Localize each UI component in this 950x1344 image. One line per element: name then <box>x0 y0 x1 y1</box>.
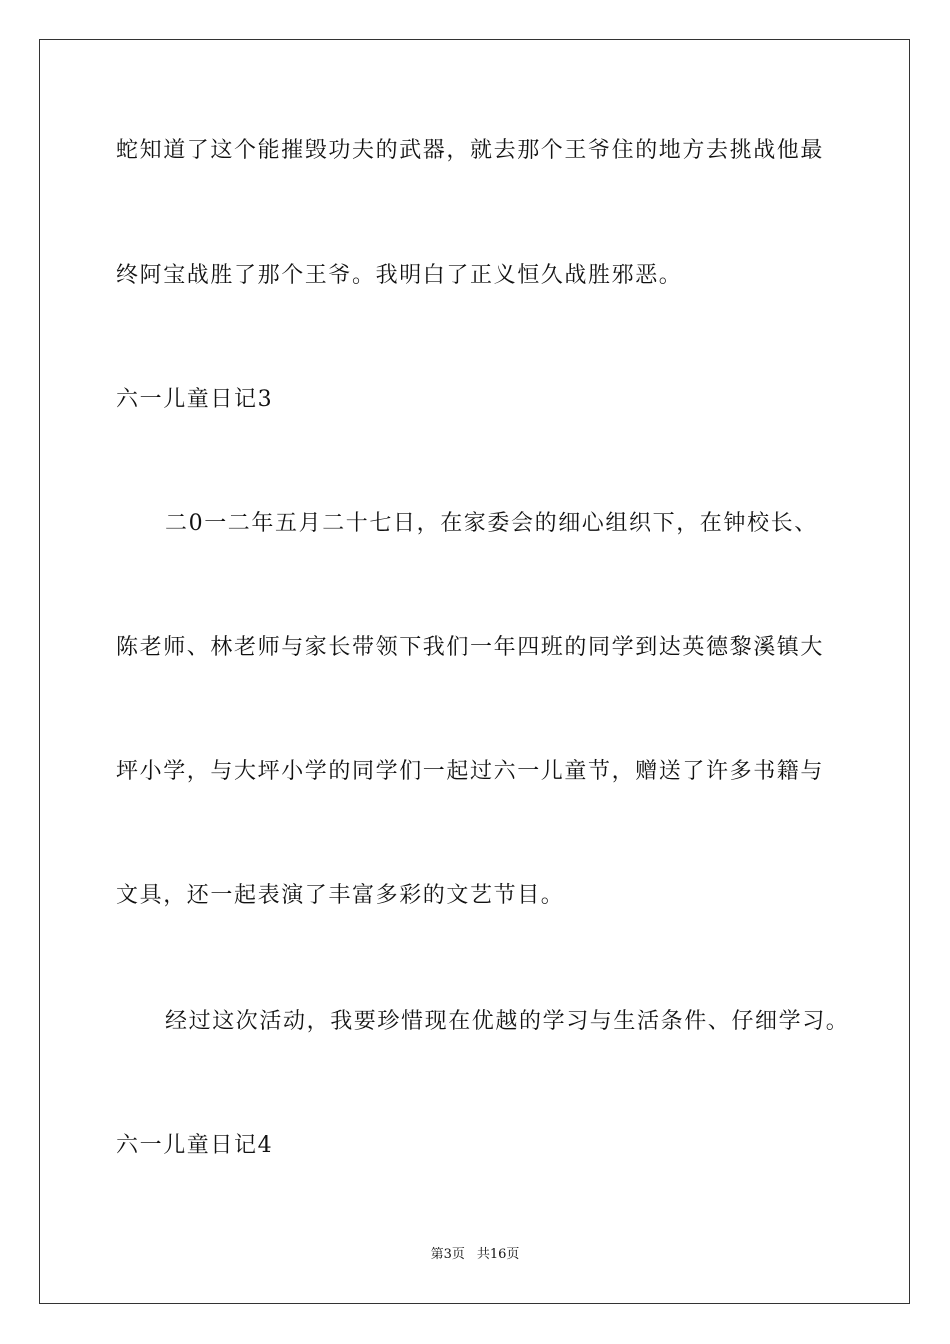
body-text-line: 陈老师、林老师与家长带领下我们一年四班的同学到达英德黎溪镇大 <box>116 635 825 660</box>
page-number: 第3页 <box>430 1247 465 1262</box>
body-text-line: 文具，还一起表演了丰富多彩的文艺节目。 <box>116 883 565 908</box>
body-text-line: 坪小学，与大坪小学的同学们一起过六一儿童节，赠送了许多书籍与 <box>116 759 825 784</box>
paragraph-first-line: 二0一二年五月二十七日，在家委会的细心组织下，在钟校长、 <box>165 511 818 536</box>
page-total: 共16页 <box>476 1247 520 1262</box>
body-text-line: 终阿宝战胜了那个王爷。我明白了正义恒久战胜邪恶。 <box>116 263 683 288</box>
section-heading: 六一儿童日记4 <box>116 1133 274 1158</box>
body-text-line: 蛇知道了这个能摧毁功夫的武器，就去那个王爷住的地方去挑战他最 <box>116 138 825 163</box>
page-footer <box>0 1246 950 1264</box>
paragraph-first-line: 经过这次活动，我要珍惜现在优越的学习与生活条件、仔细学习。 <box>165 1009 850 1034</box>
page-border <box>39 39 910 1304</box>
section-heading: 六一儿童日记3 <box>116 387 274 412</box>
